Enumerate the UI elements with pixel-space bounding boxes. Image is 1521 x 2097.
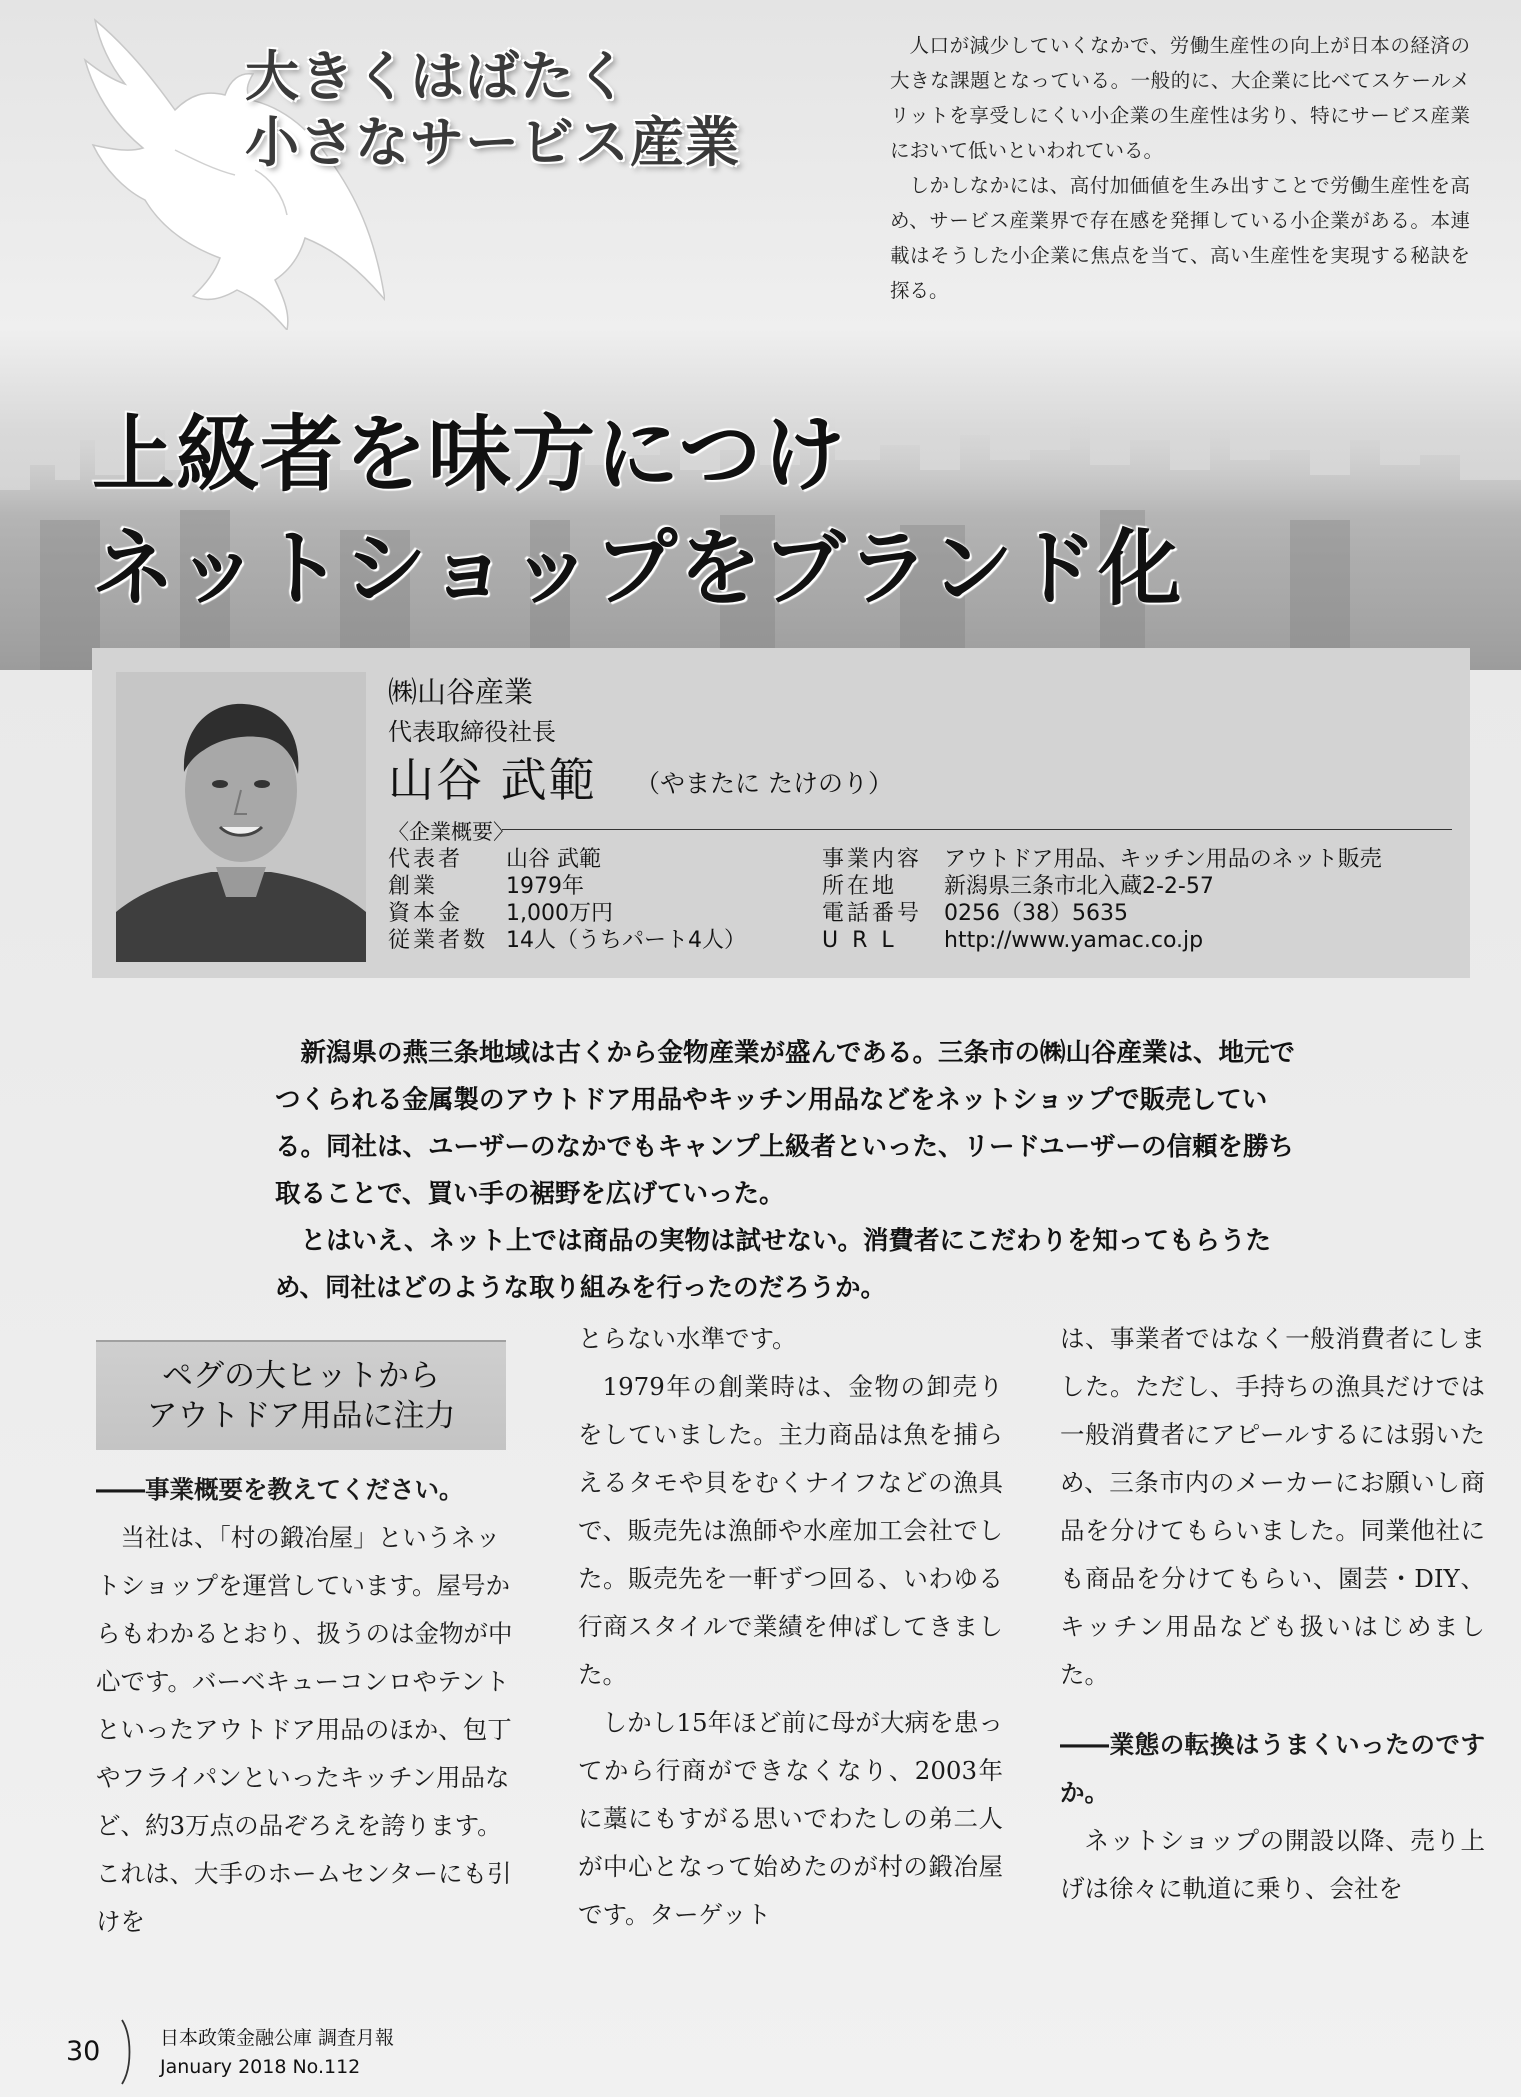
series-title (245, 44, 740, 176)
fact-row (822, 900, 1382, 927)
president-name-reading: （やまたに たけのり） (635, 769, 893, 798)
section-heading-line2: アウトドア用品に注力 (146, 1398, 456, 1434)
body-column-1 (96, 1466, 521, 1946)
overview-divider (502, 829, 1452, 830)
company-profile-box (92, 648, 1470, 978)
article-title-line2: ネットショップをブランド化 (92, 520, 1183, 617)
fact-key: 電話番号 (822, 901, 923, 926)
body-paragraph: しかし15年ほど前に母が大病を患ってから行商ができなくなり、2003年に藁にもすがる思いでわたしの弟二人が中心となって始めたのが村の鍛冶屋です。ターゲット (578, 1708, 1003, 1929)
fact-row (822, 873, 1382, 900)
fact-value: 山谷 武範 (506, 847, 601, 872)
intro-paragraph: 人口が減少していくなかで、労働生産性の向上が日本の経済の大きな課題となっている。一般的に、大企業に比べてスケールメリットを享受しにくい小企業の生産性は劣り、特にサービス産業において低いといわれている。 (890, 34, 1470, 162)
fact-key: 資本金 (388, 901, 464, 926)
footer-bracket-ornament (120, 2018, 134, 2086)
fact-value: アウトドア用品、キッチン用品のネット販売 (944, 847, 1382, 872)
fact-key: URL (822, 928, 908, 953)
body-paragraph: とらない水準です。 (578, 1324, 797, 1353)
fact-value: 14人（うちパート4人） (506, 928, 746, 953)
company-name: ㈱山谷産業 (388, 675, 534, 709)
article-title-line1: 上級者を味方につけ (92, 406, 847, 503)
article-title (92, 398, 1182, 626)
series-title-line1: 大きくはばたく (245, 45, 630, 108)
president-name: 山谷 武範 (388, 753, 597, 807)
publication-info (160, 2024, 394, 2082)
fact-key: 事業内容 (822, 847, 923, 872)
lead-paragraph: 新潟県の燕三条地域は古くから金物産業が盛んである。三条市の㈱山谷産業は、地元でつくられる金属製のアウトドア用品やキッチン用品などをネットショップで販売している。同社は、ユーザーのなかでもキャンプ上級者といった、リードユーザーの信頼を勝ち取ることで、買い手の裾野を広げていった。 (275, 1038, 1296, 1209)
series-intro (890, 28, 1470, 308)
fact-row (822, 846, 1382, 873)
body-column-3 (1060, 1315, 1485, 1913)
fact-value: 0256（38）5635 (944, 901, 1128, 926)
interview-question: ――事業概要を教えてください。 (96, 1475, 464, 1504)
president-portrait-photo (116, 672, 366, 962)
body-paragraph: 当社は、「村の鍛冶屋」というネットショップを運営しています。屋号からもわかるとおり、扱うのは金物が中心です。バーベキューコンロやテントといったアウトドア用品のほか、包丁やフライパンといったキッチン用品など、約3万点の品ぞろえを誇ります。これは、大手のホームセンターにも引けを (96, 1523, 513, 1936)
body-paragraph: ネットショップの開設以降、売り上げは徐々に軌道に乗り、会社を (1060, 1826, 1485, 1903)
publication-name: 日本政策金融公庫 調査月報 (160, 2027, 395, 2049)
fact-value: 1,000万円 (506, 901, 613, 926)
body-paragraph: は、事業者ではなく一般消費者にしました。ただし、手持ちの漁具だけでは一般消費者にアピールするには弱いため、三条市内のメーカーにお願いし商品を分けてもらいました。同業他社にも商品を分けてもらい、園芸・DIY、キッチン用品なども扱いはじめました。 (1060, 1324, 1485, 1689)
fact-value: 1979年 (506, 874, 584, 899)
fact-value: http://www.yamac.co.jp (944, 928, 1204, 953)
interview-question: ――業態の転換はうまくいったのですか。 (1060, 1730, 1485, 1807)
portrait-illustration (116, 672, 366, 962)
president-position: 代表取締役社長 (388, 718, 556, 746)
lead-paragraph: とはいえ、ネット上では商品の実物は試せない。消費者にこだわりを知ってもらうため、同社はどのような取り組みを行ったのだろうか。 (275, 1226, 1272, 1303)
series-title-line2: 小さなサービス産業 (245, 111, 740, 174)
fact-key: 創業 (388, 874, 439, 899)
fact-key: 従業者数 (388, 928, 489, 953)
fact-value: 新潟県三条市北入蔵2-2-57 (944, 874, 1214, 899)
fact-row (822, 927, 1382, 954)
fact-row (388, 873, 746, 900)
section-heading (96, 1340, 506, 1450)
intro-paragraph: しかしなかには、高付加価値を生み出すことで労働生産性を高め、サービス産業界で存在感を発揮している小企業がある。本連載はそうした小企業に焦点を当て、高い生産性を実現する秘訣を探る。 (890, 174, 1470, 302)
fact-row (388, 846, 746, 873)
body-paragraph: 1979年の創業時は、金物の卸売りをしていました。主力商品は魚を捕らえるタモや貝をむくナイフなどの漁具で、販売先は漁師や水産加工会社でした。販売先を一軒ずつ回る、いわゆる行商スタイルで業績を伸ばしてきました。 (578, 1372, 1003, 1689)
company-overview-label: 〈企業概要〉 (388, 820, 514, 844)
fact-key: 代表者 (388, 847, 464, 872)
company-facts-right (822, 846, 1382, 954)
company-facts-left (388, 846, 746, 954)
fact-key: 所在地 (822, 874, 898, 899)
section-heading-line1: ペグの大ヒットから (161, 1358, 441, 1394)
fact-row (388, 927, 746, 954)
fact-row (388, 900, 746, 927)
article-lead (275, 1030, 1300, 1312)
body-column-2 (578, 1315, 1003, 1939)
publication-issue: January 2018 No.112 (160, 2056, 361, 2078)
page-number: 30 (66, 2036, 101, 2067)
